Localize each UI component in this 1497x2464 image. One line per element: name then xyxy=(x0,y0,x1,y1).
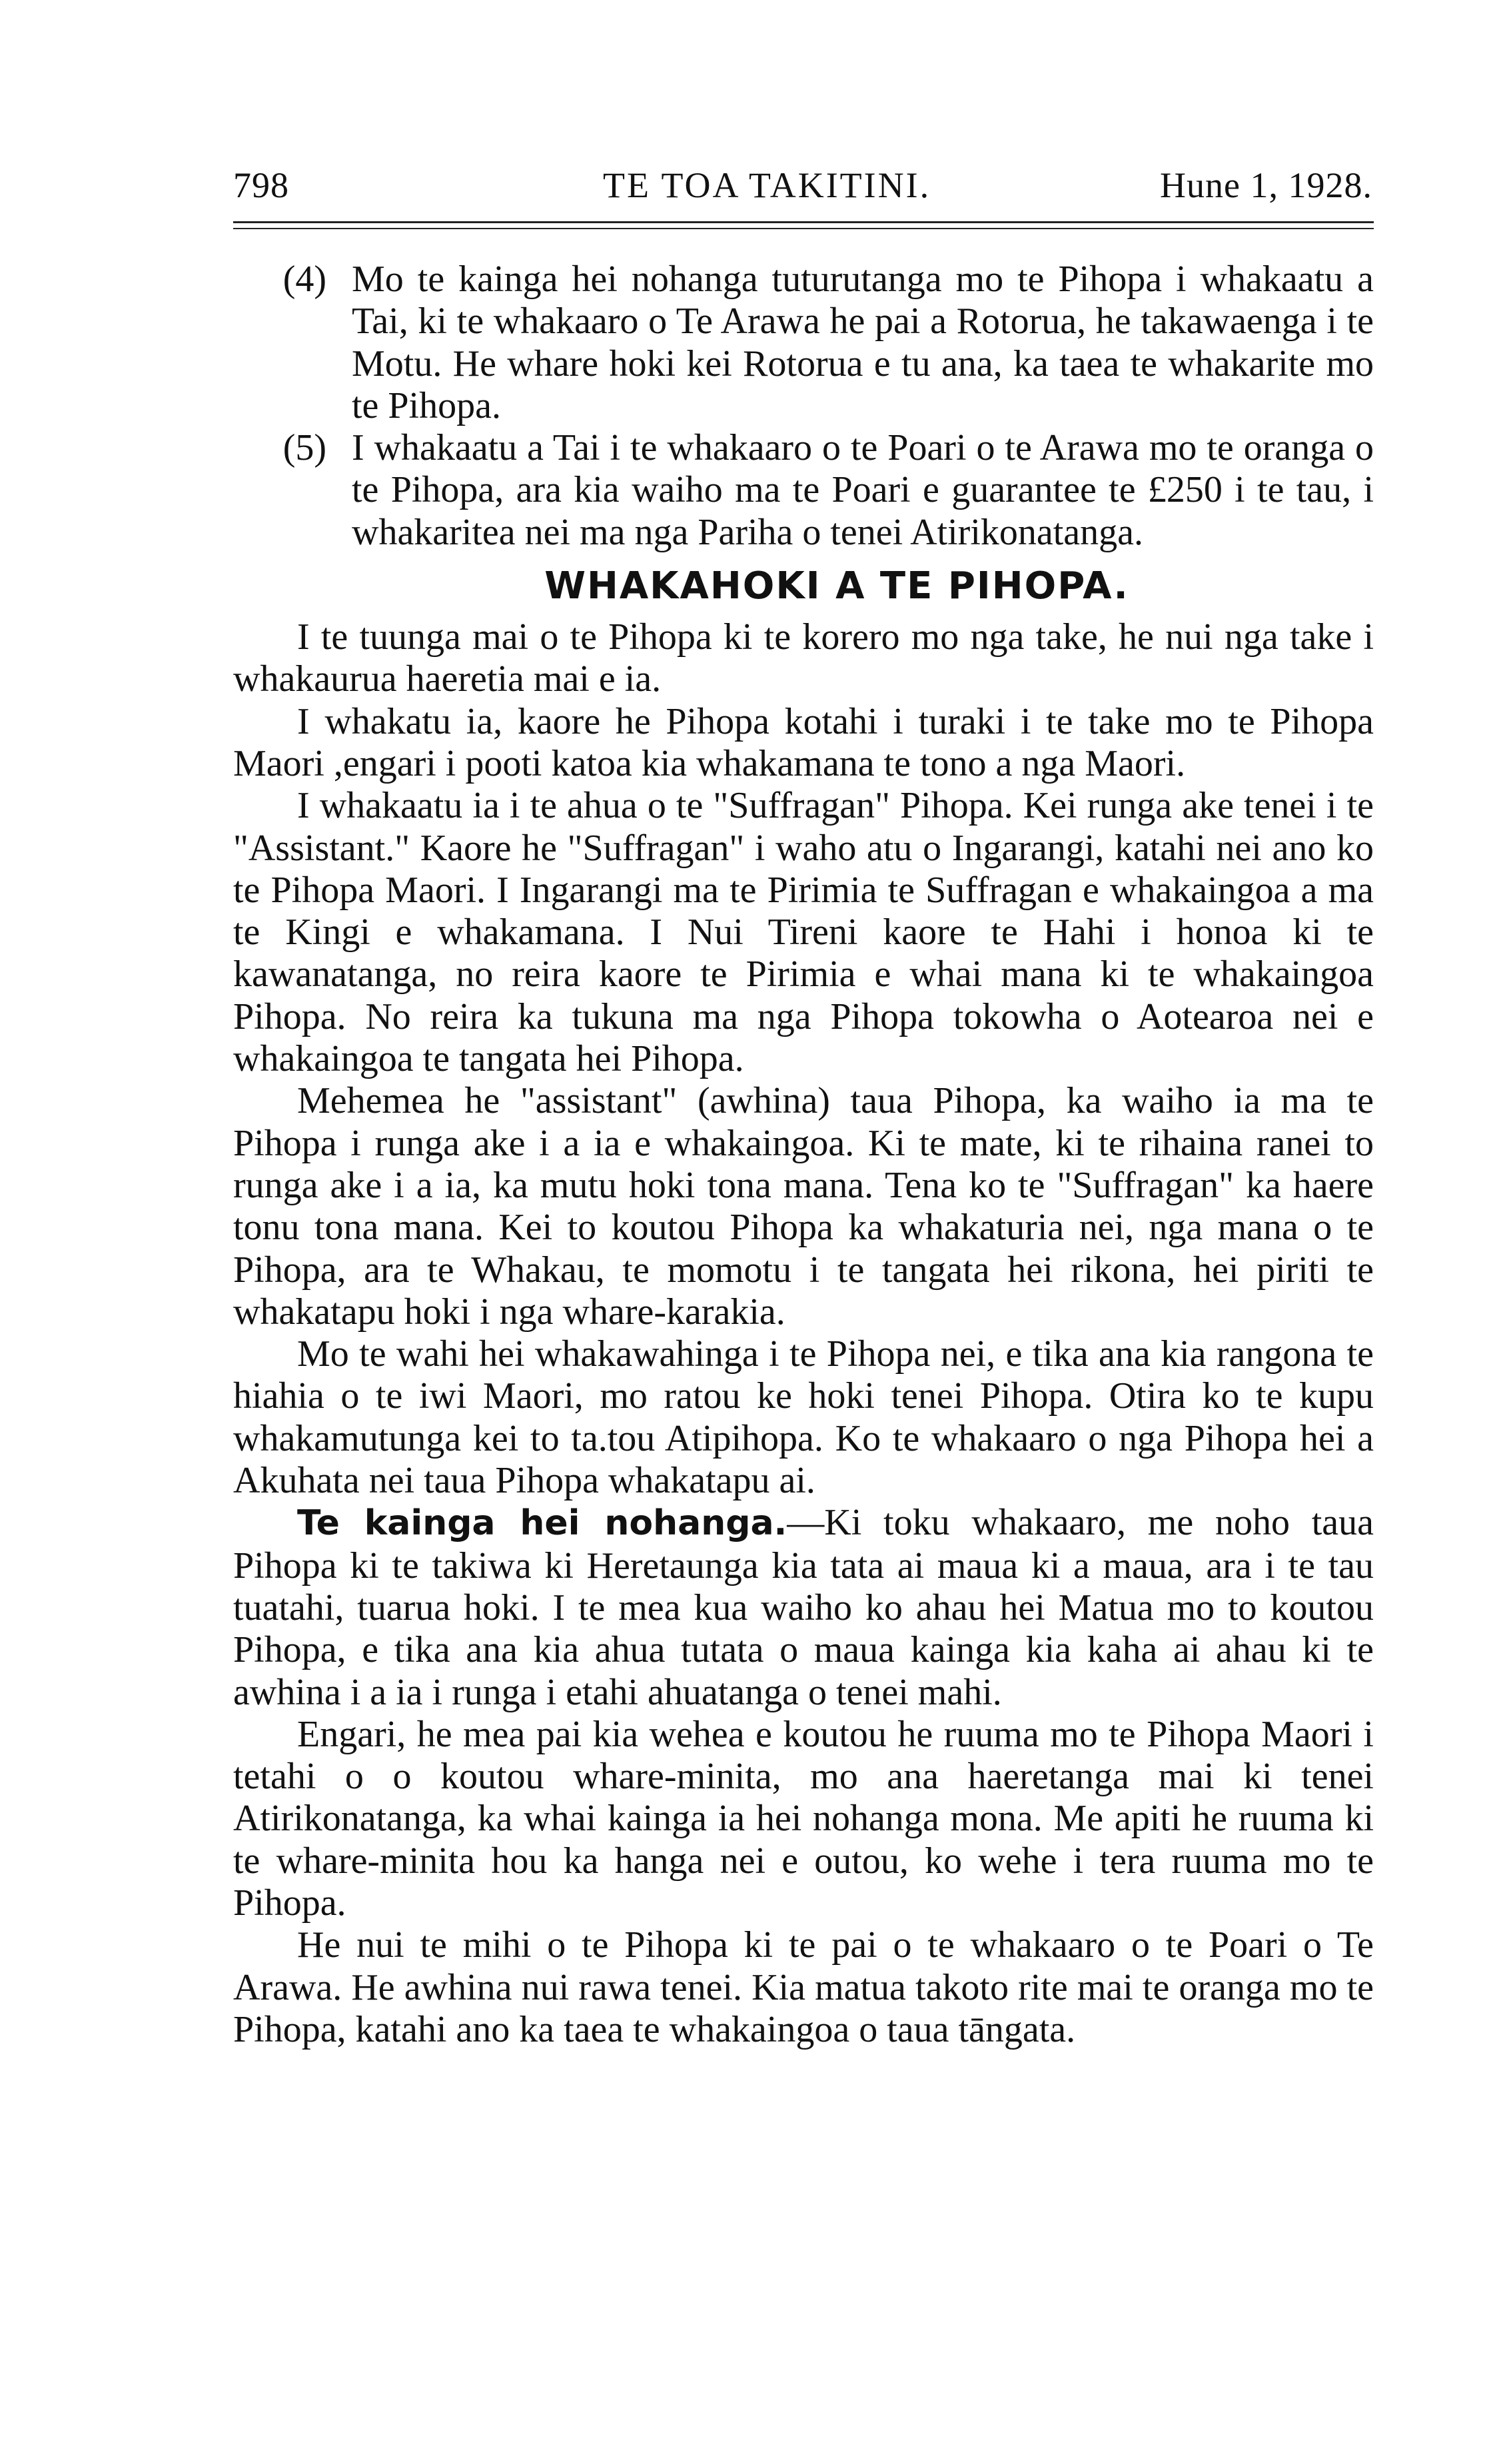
paragraph-8: He nui te mihi o te Pihopa ki te pai o te whakaaro o te Poari o Te Arawa. He awhina nui rawa tenei. Kia matua takoto rite mai te oranga mo te Pihopa, katahi ano ka taea te whakaingoa o taua tāngata. xyxy=(233,1924,1374,2050)
publication-title: TE TOA TAKITINI. xyxy=(603,165,931,205)
issue-date: Hune 1, 1928. xyxy=(1160,165,1372,205)
paragraph-1: I te tuunga mai o te Pihopa ki te korero mo nga take, he nui nga take i whakaurua haeretia mai e ia. xyxy=(233,616,1374,700)
item-text: I whakaatu a Tai i te whakaaro o te Poari o te Arawa mo te oranga o te Pihopa, ara kia waiho ma te Poari e guarantee te £250 i te tau, i whakaritea nei ma nga Pariha o tenei Atirikonatanga. xyxy=(352,427,1374,553)
section-heading: WHAKAHOKI A TE PIHOPA. xyxy=(544,564,1129,608)
run-in-heading: Te kainga hei nohanga. xyxy=(297,1503,787,1544)
item-number: (5) xyxy=(282,427,326,469)
header-rule-secondary xyxy=(233,228,1374,229)
paragraph-6 xyxy=(233,1502,1374,1713)
numbered-item-5 xyxy=(233,427,1374,554)
item-number: (4) xyxy=(282,259,326,300)
numbered-item-4 xyxy=(233,259,1374,427)
paragraph-4: Mehemea he "assistant" (awhina) taua Pihopa, ka waiho ia ma te Pihopa i runga ake i a ia e whakaingoa. Ki te mate, ki te rihaina ranei to runga ake i a ia, ka mutu hoki tona mana. Tena ko te "Suffragan" ka haere tonu tona mana. Kei to koutou Pihopa ka whakaturia nei, nga mana o te Pihopa, ara te Whakau, te momotu i te tangata hei rikona, hei piriti te whakatapu hoki i nga whare-karakia. xyxy=(233,1080,1374,1333)
item-text: Mo te kainga hei nohanga tuturutanga mo te Pihopa i whakaatu a Tai, ki te whakaaro o Te Arawa he pai a Rotorua, he takawaenga i te Motu. He whare hoki kei Rotorua e tu ana, ka taea te whakarite mo te Pihopa. xyxy=(352,259,1374,426)
paragraph-5: Mo te wahi hei whakawahinga i te Pihopa nei, e tika ana kia rangona te hiahia o te iwi Maori, mo ratou ke hoki tenei Pihopa. Otira ko te kupu whakamutunga kei to ta.tou Atipihopa. Ko te whakaaro o nga Pihopa hei a Akuhata nei taua Pihopa whakatapu ai. xyxy=(233,1333,1374,1502)
page-number: 798 xyxy=(233,165,289,205)
paragraph-7: Engari, he mea pai kia wehea e koutou he ruuma mo te Pihopa Maori i tetahi o o koutou whare-minita, mo ana haeretanga mai ki tenei Atirikonatanga, ka whai kainga ia hei nohanga mona. Me apiti he ruuma ki te whare-minita hou ka hanga nei e outou, ko wehe i tera ruuma mo te Pihopa. xyxy=(233,1713,1374,1924)
paragraph-2: I whakatu ia, kaore he Pihopa kotahi i turaki i te take mo te Pihopa Maori ,engari i pooti katoa kia whakamana te tono a nga Maori. xyxy=(233,700,1374,784)
header-rule xyxy=(233,221,1374,223)
page-header xyxy=(233,159,1372,212)
paragraph-6-text: —Ki toku whakaaro, me noho taua Pihopa ki te takiwa ki Heretaunga kia tata ai maua ki a maua, ara i te tau tuatahi, tuarua hoki. I te mea kua waiho ko ahau hei Matua mo to koutou Pihopa, e tika ana kia ahua tutata o maua kainga kia kaha ai ahau ki te awhina i a ia i runga i etahi ahuatanga o tenei mahi. xyxy=(233,1502,1374,1713)
article-body xyxy=(233,259,1374,2051)
paragraph-3: I whakaatu ia i te ahua o te "Suffragan" Pihopa. Kei runga ake tenei i te "Assistant." Kaore he "Suffragan" i waho atu o Ingarangi, katahi nei ano ko te Pihopa Maori. I Ingarangi ma te Pirimia te Suffragan e whakaingoa a ma te Kingi e whakamana. I Nui Tireni kaore te Hahi i honoa ki te kawanatanga, no reira kaore te Pirimia e whai mana ki te whakaingoa Pihopa. No reira ka tukuna ma nga Pihopa tokowha o Aotearoa nei e whakaingoa te tangata hei Pihopa. xyxy=(233,785,1374,1080)
